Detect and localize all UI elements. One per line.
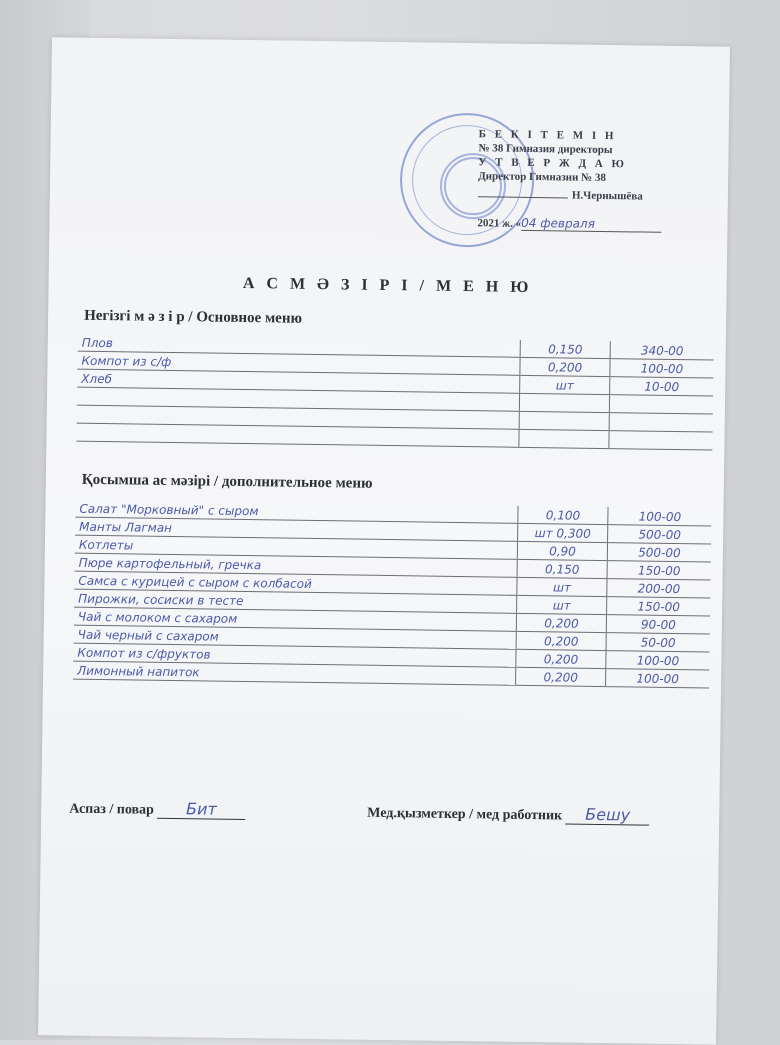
- dish-qty: 0,200: [520, 357, 610, 376]
- dish-name: Самса с курицей с сыром с колбасой: [74, 571, 517, 595]
- dish-name: Котлеты: [75, 535, 518, 559]
- dish-qty: 0,150: [517, 559, 607, 578]
- dish-qty: 0,100: [518, 506, 608, 525]
- dish-qty: 0,200: [516, 649, 606, 668]
- dish-qty: [520, 393, 610, 412]
- approval-text: [477, 127, 662, 233]
- dish-price: 200-00: [607, 579, 711, 598]
- dish-name: Лимонный напиток: [73, 661, 516, 685]
- dish-name: Манты Лагман: [75, 517, 518, 541]
- director-name: Н.Чернышёва: [571, 189, 643, 203]
- dish-price: 90-00: [606, 615, 710, 634]
- dish-price: 500-00: [607, 543, 711, 562]
- dish-name: Чай черный с сахаром: [74, 625, 517, 649]
- approval-line-ru: У Т В Е Р Ж Д А Ю: [478, 156, 627, 171]
- approval-line-kz-2: № 38 Гимназия директоры: [478, 142, 613, 157]
- extra-menu-label: Қосымша ас мәзірі / дополнительное меню: [81, 471, 373, 492]
- signature-blank: [478, 196, 568, 198]
- dish-name: Компот из с/фруктов: [73, 643, 516, 667]
- approval-line-kz: Б Е К І Т Е М І Н: [478, 128, 617, 143]
- dish-price: [609, 431, 713, 450]
- dish-price: 100-00: [610, 359, 714, 378]
- dish-qty: 0,90: [517, 541, 607, 560]
- dish-price: [609, 395, 713, 414]
- approval-date: [477, 215, 661, 233]
- dish-price: 100-00: [608, 507, 712, 526]
- dish-price: 50-00: [606, 633, 710, 652]
- dish-qty: шт: [520, 375, 610, 394]
- dish-qty: 0,200: [516, 613, 606, 632]
- dish-name: Пирожки, сосиски в тесте: [74, 589, 517, 613]
- dish-qty: 0,200: [516, 631, 606, 650]
- dish-name: Хлеб: [77, 369, 520, 393]
- cook-signature: Бит: [157, 799, 245, 820]
- dish-name: Салат "Морковный" с сыром: [75, 500, 518, 524]
- medic-signature-line: [367, 802, 650, 826]
- dish-qty: 0,200: [516, 667, 606, 686]
- dish-price: 100-00: [606, 669, 710, 688]
- medic-signature: Бешу: [566, 805, 650, 826]
- dish-name: Компот из с/ф: [77, 351, 520, 375]
- cook-signature-line: [69, 798, 245, 820]
- director-signature-line: [478, 187, 662, 204]
- main-menu-label: Негізгі м ә з і р / Основное меню: [84, 307, 303, 327]
- medic-label: Мед.қызметкер / мед работник: [367, 805, 563, 824]
- dish-name: Чай с молоком с сахаром: [74, 607, 517, 631]
- dish-qty: [519, 411, 609, 430]
- cook-label: Аспаз / повар: [69, 801, 154, 818]
- approval-block: [399, 112, 721, 276]
- dish-name: Плов: [78, 334, 521, 358]
- date-prefix: 2021 ж. «: [477, 217, 522, 230]
- extra-menu-table: [73, 500, 711, 689]
- date-handwritten: 04 февраля: [521, 216, 661, 233]
- dish-qty: [519, 429, 609, 448]
- dish-price: 10-00: [610, 377, 714, 396]
- menu-document: [38, 37, 730, 1044]
- dish-price: 500-00: [608, 525, 712, 544]
- dish-qty: шт: [517, 595, 607, 614]
- dish-price: 150-00: [607, 561, 711, 580]
- dish-qty: шт: [517, 577, 607, 596]
- approval-line-ru-2: Директор Гимназии № 38: [478, 170, 606, 185]
- main-menu-table: [76, 334, 713, 451]
- dish-price: [609, 413, 713, 432]
- dish-price: 150-00: [607, 597, 711, 616]
- dish-qty: 0,150: [520, 340, 610, 359]
- page-title: А С М Ә З І Р І / М Е Н Ю: [242, 274, 533, 296]
- dish-name: Пюре картофельный, гречка: [75, 553, 518, 577]
- dish-qty: шт 0,300: [518, 523, 608, 542]
- dish-price: 340-00: [610, 341, 714, 360]
- dish-price: 100-00: [606, 651, 710, 670]
